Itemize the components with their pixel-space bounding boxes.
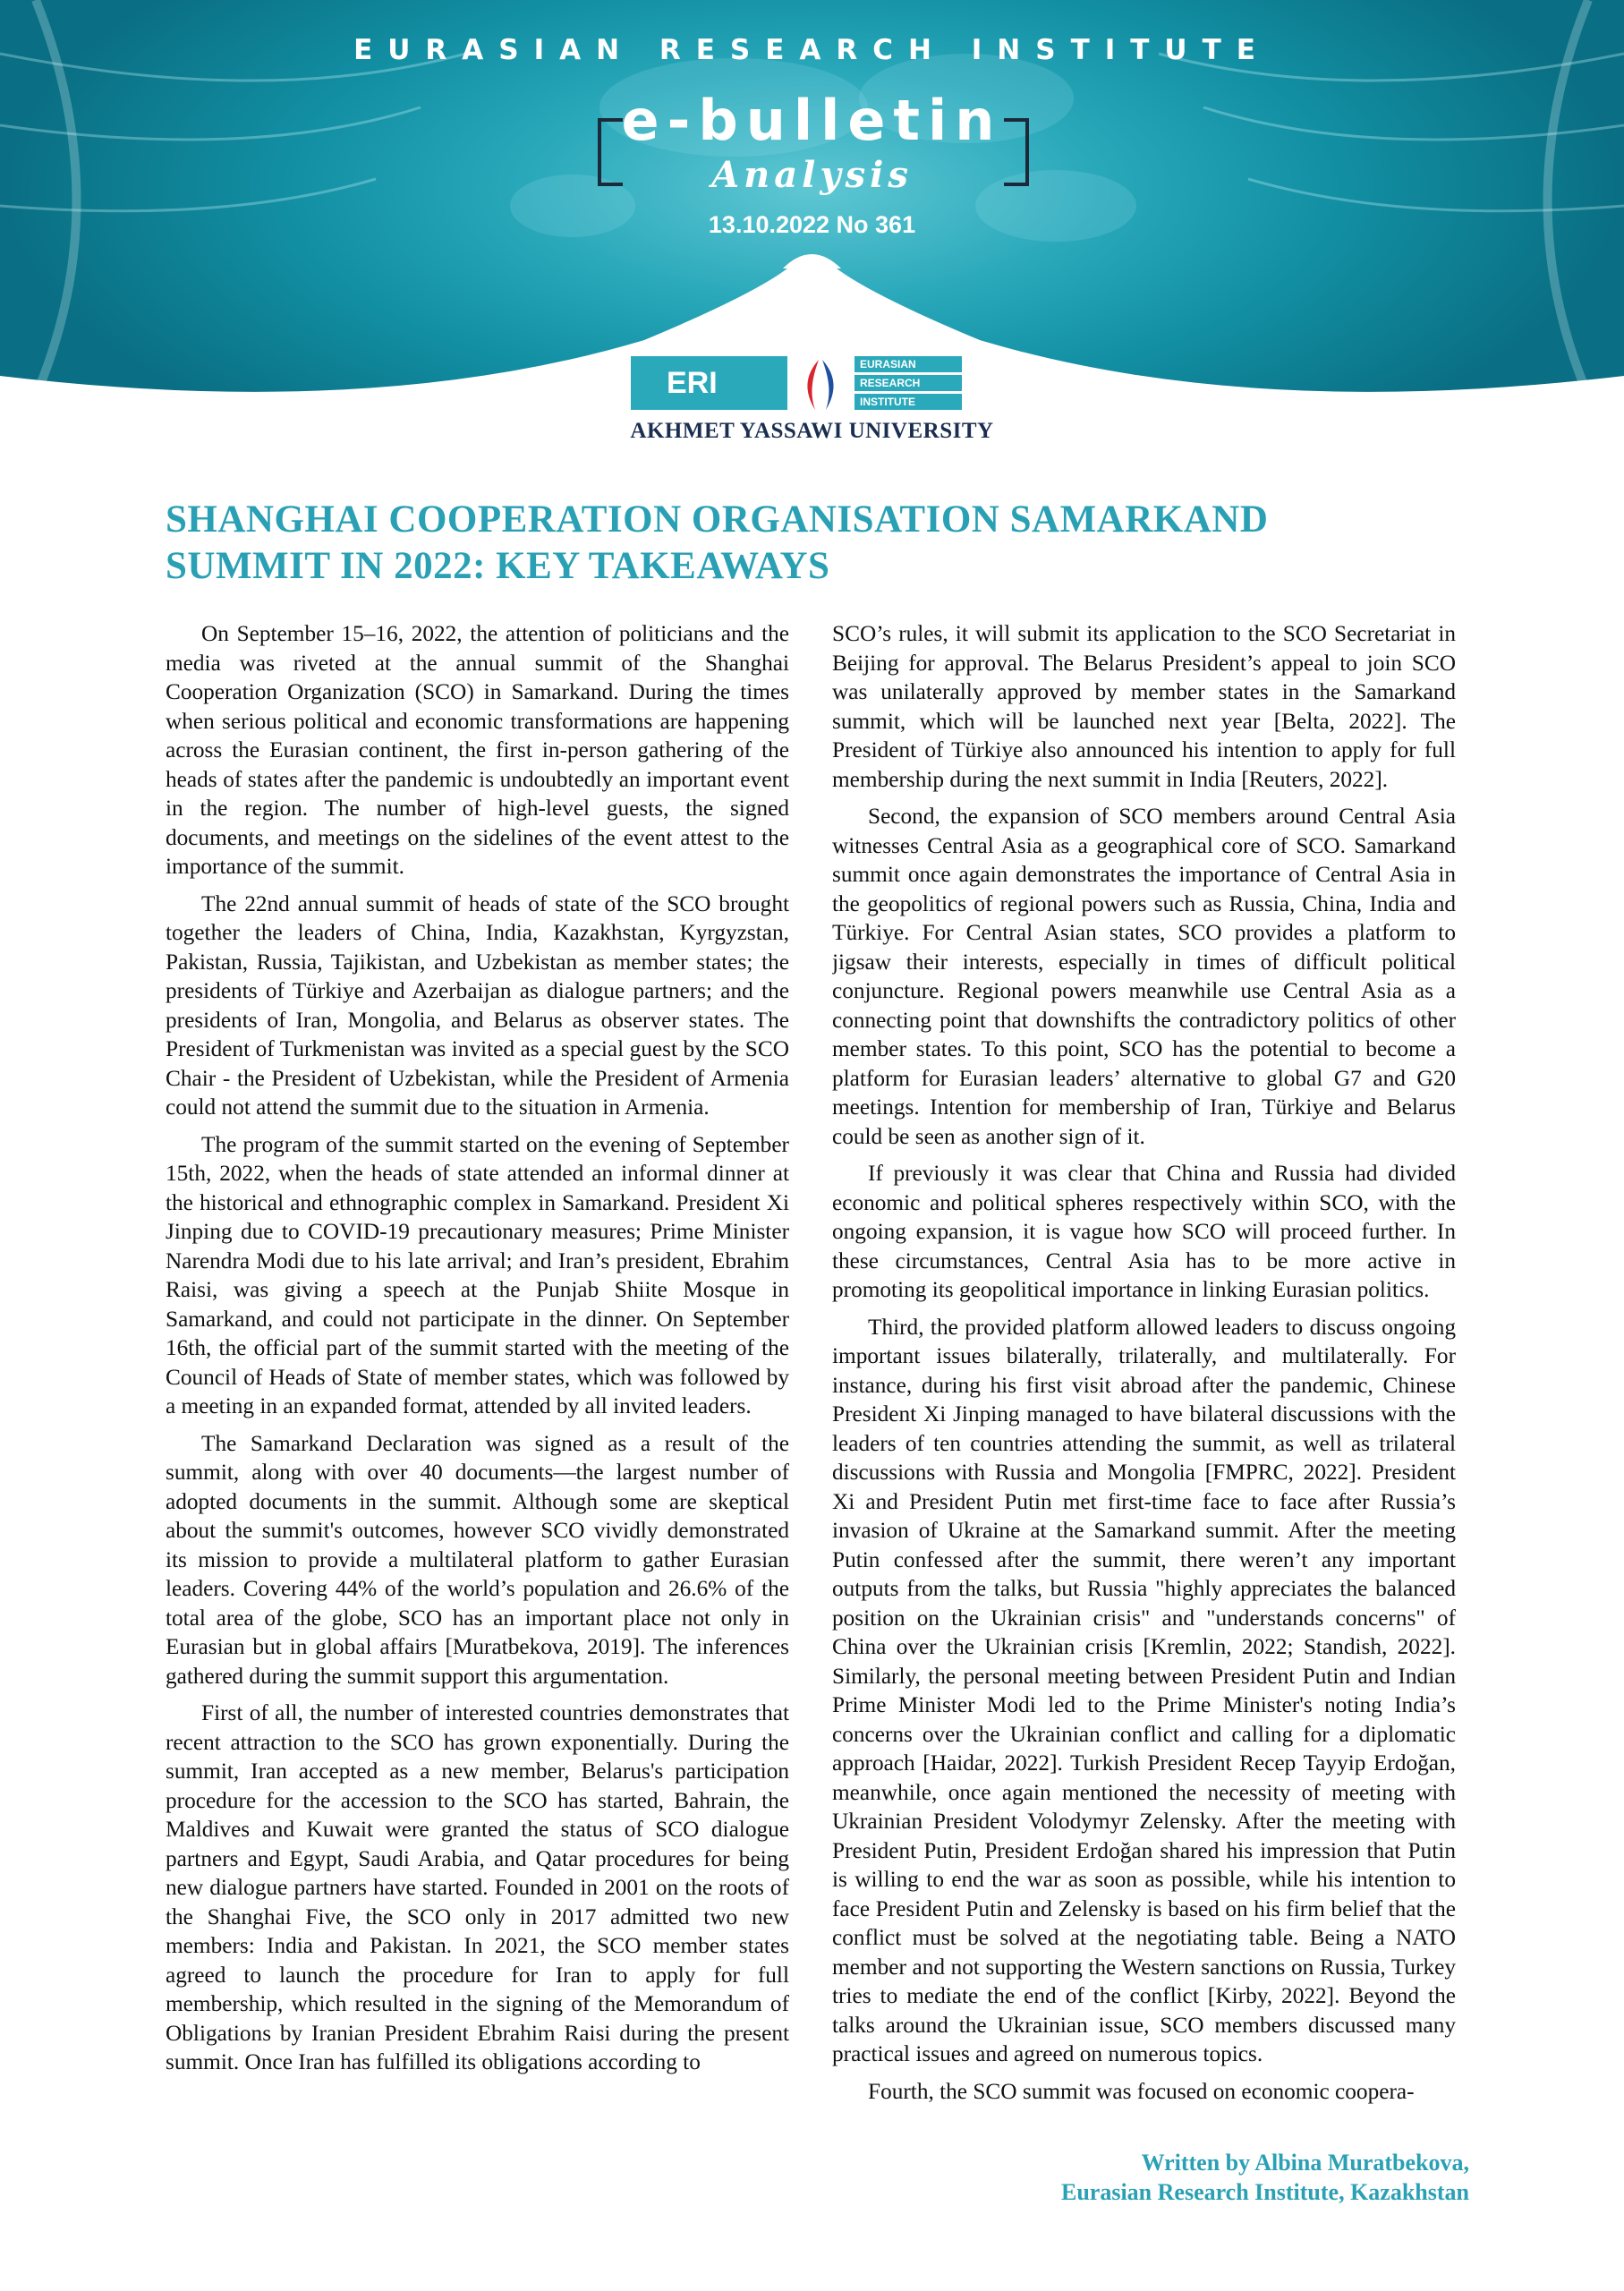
- logo-line-3: INSTITUTE: [855, 394, 962, 410]
- logo-line-2: RESEARCH: [855, 375, 962, 391]
- paragraph: If previously it was clear that China and Russia had divided economic and political spheres respectively within SCO, with the ongoing expansion, it is vague how SCO will proceed further. In these circumstances, Central Asia has to be more active in promoting its geopolitical importance in linking Eurasian politics.: [832, 1161, 1456, 1302]
- paragraph: The program of the summit started on the evening of September 15th, 2022, when the heads of state attended an informal dinner at the historical and ethnographic complex in Samarkand. President Xi Jinping due to COVID-19 precautionary measures; Prime Minister Narendra Modi due to his late arrival; and Iran’s president, Ebrahim Raisi, was giving a speech at the Punjab Shiite Mosque in Samarkand, and could not participate in the dinner. On September 16th, the official part of the summit started with the meeting of the Council of Heads of State of member states, which was followed by a meeting in an expanded format, attended by all invited leaders.: [166, 1131, 789, 1418]
- section-label: Analysis: [711, 154, 913, 196]
- university-name: AKHMET YASSAWI UNIVERSITY: [630, 419, 994, 443]
- logo-abbrev: ERI: [631, 356, 787, 410]
- paragraph: Third, the provided platform allowed leaders to discuss ongoing important issues bilaterally, trilaterally, and multilaterally. For instance, during his first visit abroad after the pandemic, Chinese President Xi Jinping managed to have bilateral discussions with the leaders of ten countries attending the summit, as well as trilateral discussions with Russia and Mongolia [FMPRC, 2022]. President Xi and President Putin met first-time face to face after Russia’s invasion of Ukraine at the Samarkand summit. After the meeting Putin confessed after the summit, there weren’t any important outputs from the talks, but Russia "highly appreciates the balanced position on the Ukrainian crisis" and "understands concerns" of China over the Ukrainian crisis [Kremlin, 2022; Standish, 2022]. Similarly, the personal meeting between President Putin and Indian Prime Minister Modi led to the Prime Minister's noting India’s concerns over the Ukrainian conflict and calling for a diplomatic approach [Haidar, 2022]. Turkish President Recep Tayyip Erdoğan, meanwhile, once again mentioned the necessity of meeting with Ukrainian President Volodymyr Zelensky. After the meeting with President Putin, President Erdoğan shared his impression that Putin is willing to end the war as soon as possible, while his intention to face President Putin and Zelensky is based on his firm belief that the conflict must be solved at the negotiating table. Being a NATO member and not supporting the Western sanctions on Russia, Turkey tries to mediate the end of the conflict [Kirby, 2022]. Beyond the talks around the Ukrainian issue, SCO members discussed many practical issues and agreed on numerous topics.: [832, 1314, 1456, 2066]
- article-column-left: [166, 619, 789, 2109]
- article-column-right: [832, 619, 1456, 2109]
- eri-logo: [631, 322, 962, 425]
- issue-date-number: 13.10.2022 No 361: [708, 211, 916, 238]
- paragraph: On September 15–16, 2022, the attention of politicians and the media was riveted at the annual summit of the Shanghai Cooperation Organization (SCO) in Samarkand. During the times when serious political and economic transformations are happening across the Eurasian continent, the first in-person gathering of the heads of states after the pandemic is undoubtedly an important event in the region. The number of high-level guests, the signed documents, and meetings on the sidelines of the event attest to the importance of the summit.: [166, 621, 789, 879]
- flame-logo-icon: [792, 354, 849, 417]
- publication-title: e-bulletin: [621, 88, 1003, 153]
- paragraph: Second, the expansion of SCO members around Central Asia witnesses Central Asia as a geographical core of SCO. Samarkand summit once again demonstrates the importance of Central Asia in the geopolitics of regional powers such as Russia, China, India and Türkiye. For Central Asian states, SCO provides a platform to jigsaw their interests, especially in times of difficult political conjuncture. Regional powers meanwhile use Central Asia as a connecting point that downshifts the contradictory politics of other member states. To this point, SCO has the potential to become a platform for Eurasian leaders’ alternative to global G7 and G20 meetings. Intention for membership of Iran, Türkiye and Belarus could be seen as another sign of it.: [832, 804, 1456, 1149]
- logo-text-stack: [855, 356, 962, 413]
- paragraph: Fourth, the SCO summit was focused on economic coopera-: [868, 2078, 1415, 2104]
- paragraph: The 22nd annual summit of heads of state of the SCO brought together the leaders of China, India, Kazakhstan, Kyrgyzstan, Pakistan, Russia, Tajikistan, and Uzbekistan as member states; the presidents of Türkiye and Azerbaijan as dialogue partners; and the presidents of Iran, Mongolia, and Belarus as observer states. The President of Turkmenistan was invited as a special guest by the SCO Chair - the President of Uzbekistan, while the President of Armenia could not attend the summit due to the situation in Armenia.: [166, 890, 789, 1120]
- logo-line-1: EURASIAN: [855, 356, 962, 372]
- author-credit: [1061, 2148, 1469, 2207]
- author-line: Written by Albina Muratbekova,: [1141, 2150, 1469, 2176]
- affiliation-line: Eurasian Research Institute, Kazakhstan: [1060, 2179, 1469, 2205]
- paragraph: First of all, the number of interested countries demonstrates that recent attraction to the SCO has grown exponentially. During the summit, Iran accepted as a new member, Belarus's participation procedure for the accession to the SCO has started, Bahrain, the Maldives and Kuwait were granted the status of SCO dialogue partners and Egypt, Saudi Arabia, and Qatar procedures for being new dialogue partners have started. Founded in 2001 on the roots of the Shanghai Five, the SCO only in 2017 admitted two new members: India and Pakistan. In 2021, the SCO member states agreed to launch the procedure for Iran to apply for full membership, which resulted in the signing of the Memorandum of Obligations by Iranian President Ebrahim Raisi during the present summit. Once Iran has fulfilled its obligations according to: [166, 1700, 789, 2074]
- article-title: SHANGHAI COOPERATION ORGANISATION SAMARKAND SUMMIT IN 2022: KEY TAKEAWAYS: [166, 498, 1269, 587]
- header-banner: [0, 0, 1624, 434]
- institute-name: EURASIAN RESEARCH INSTITUTE: [353, 34, 1271, 66]
- paragraph-continuation: SCO’s rules, it will submit its application to the SCO Secretariat in Beijing for approval. The Belarus President’s appeal to join SCO was unilaterally approved by member states in the Samarkand summit, which will be launched next year [Belta, 2022]. The President of Türkiye also announced his intention to apply for full membership during the next summit in India [Reuters, 2022].: [832, 621, 1456, 792]
- paragraph: The Samarkand Declaration was signed as a result of the summit, along with over 40 documents—the largest number of adopted documents in the summit. Although some are skeptical about the summit's outcomes, however SCO vividly demonstrated its mission to provide a multilateral platform to gather Eurasian leaders. Covering 44% of the world’s population and 26.6% of the total area of the globe, SCO has an important place not only in Eurasian but in global affairs [Muratbekova, 2019]. The inferences gathered during the summit support this argumentation.: [166, 1430, 789, 1689]
